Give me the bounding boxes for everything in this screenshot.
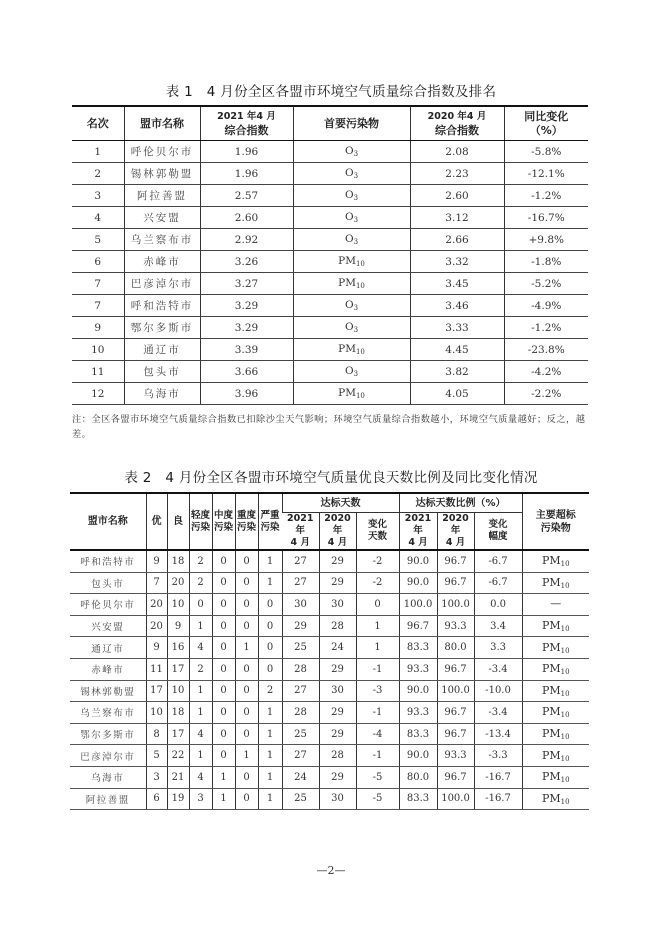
cell-city: 乌兰察布市	[124, 229, 200, 251]
cell-index-2020: 3.33	[410, 317, 504, 339]
cell-city: 鄂尔多斯市	[70, 723, 146, 745]
cell-ratio-2020: 100.0	[437, 680, 474, 702]
cell-pollutant: $PM_{10}$	[522, 788, 589, 810]
table-row	[70, 766, 589, 788]
header-good: 良	[167, 493, 189, 550]
table-row	[70, 723, 589, 745]
cell-ratio-change: -6.7	[474, 572, 522, 594]
cell-days-2021: 25	[282, 788, 319, 810]
cell-days-change: -3	[356, 680, 399, 702]
cell-days-2021: 27	[282, 745, 319, 767]
cell-light: 3	[189, 788, 212, 810]
cell-city: 鄂尔多斯市	[124, 317, 200, 339]
header-moderate-pollution: 中度 污染	[212, 493, 235, 550]
cell-severe: 1	[258, 550, 282, 572]
cell-ratio-change: -10.0	[474, 680, 522, 702]
cell-pollutant: $PM_{10}$	[522, 702, 589, 724]
table-row	[70, 658, 589, 680]
cell-days-2020: 29	[319, 723, 356, 745]
cell-days-change: 0	[356, 594, 399, 616]
cell-pollutant: $O_3$	[293, 185, 410, 207]
cell-excellent: 5	[146, 745, 167, 767]
cell-moderate: 0	[212, 615, 235, 637]
cell-change: -5.8%	[504, 141, 588, 163]
cell-pollutant: $PM_{10}$	[522, 550, 589, 572]
cell-city: 乌海市	[70, 766, 146, 788]
cell-ratio-change: 0.0	[474, 594, 522, 616]
table-row	[72, 251, 588, 273]
cell-days-2021: 30	[282, 594, 319, 616]
cell-severe: 1	[258, 702, 282, 724]
cell-ratio-change: -3.4	[474, 702, 522, 724]
cell-good: 16	[167, 637, 189, 659]
cell-days-2020: 30	[319, 680, 356, 702]
cell-ratio-change: -13.4	[474, 723, 522, 745]
cell-ratio-2020: 93.3	[437, 615, 474, 637]
page-number: —2—	[316, 864, 346, 877]
header-days-change: 变化 天数	[356, 513, 399, 551]
cell-city: 赤峰市	[70, 658, 146, 680]
cell-change: -23.8%	[504, 339, 588, 361]
cell-change: -1.2%	[504, 317, 588, 339]
cell-excellent: 8	[146, 723, 167, 745]
table-row	[72, 163, 588, 185]
cell-days-2020: 29	[319, 572, 356, 594]
cell-good: 9	[167, 615, 189, 637]
table2-header-row-1	[70, 493, 589, 513]
cell-city: 兴安盟	[124, 207, 200, 229]
cell-days-2021: 28	[282, 702, 319, 724]
cell-ratio-2020: 96.7	[437, 658, 474, 680]
cell-city: 呼和浩特市	[70, 550, 146, 572]
header-main-pollutant: 主要超标 污染物	[522, 493, 589, 550]
cell-change: -16.7%	[504, 207, 588, 229]
header-severe-pollution: 严重 污染	[258, 493, 282, 550]
cell-rank: 10	[72, 339, 124, 361]
cell-excellent: 11	[146, 658, 167, 680]
cell-heavy: 0	[235, 680, 258, 702]
cell-days-2021: 27	[282, 572, 319, 594]
table-row	[72, 339, 588, 361]
cell-moderate: 0	[212, 723, 235, 745]
cell-ratio-2021: 80.0	[399, 766, 437, 788]
cell-change: +9.8%	[504, 229, 588, 251]
cell-rank: 9	[72, 317, 124, 339]
cell-days-2021: 24	[282, 766, 319, 788]
table-row	[70, 745, 589, 767]
cell-ratio-2021: 93.3	[399, 702, 437, 724]
cell-pollutant: $PM_{10}$	[293, 251, 410, 273]
cell-rank: 12	[72, 383, 124, 405]
cell-heavy: 0	[235, 572, 258, 594]
cell-city: 阿拉善盟	[70, 788, 146, 810]
table-row	[70, 550, 589, 572]
cell-index-2020: 3.82	[410, 361, 504, 383]
table-row	[72, 295, 588, 317]
cell-pollutant: $PM_{10}$	[522, 723, 589, 745]
table-row	[70, 572, 589, 594]
cell-days-change: -1	[356, 745, 399, 767]
cell-pollutant: $O_3$	[293, 207, 410, 229]
cell-ratio-2020: 96.7	[437, 766, 474, 788]
table-row	[72, 383, 588, 405]
cell-pollutant: $O_3$	[293, 163, 410, 185]
cell-ratio-2021: 96.7	[399, 615, 437, 637]
cell-days-change: 1	[356, 615, 399, 637]
cell-ratio-change: -6.7	[474, 550, 522, 572]
cell-rank: 6	[72, 251, 124, 273]
cell-ratio-change: -16.7	[474, 766, 522, 788]
cell-index-2020: 4.05	[410, 383, 504, 405]
cell-index-2020: 2.08	[410, 141, 504, 163]
cell-heavy: 0	[235, 723, 258, 745]
cell-index-2021: 3.27	[200, 273, 293, 295]
cell-ratio-2020: 93.3	[437, 745, 474, 767]
cell-index-2021: 1.96	[200, 141, 293, 163]
cell-pollutant: $PM_{10}$	[522, 658, 589, 680]
cell-days-2021: 27	[282, 680, 319, 702]
cell-index-2020: 2.66	[410, 229, 504, 251]
cell-heavy: 0	[235, 788, 258, 810]
cell-city: 包头市	[124, 361, 200, 383]
table-row	[72, 207, 588, 229]
cell-excellent: 7	[146, 572, 167, 594]
cell-moderate: 0	[212, 550, 235, 572]
cell-days-2021: 25	[282, 637, 319, 659]
cell-excellent: 6	[146, 788, 167, 810]
cell-ratio-change: -3.4	[474, 658, 522, 680]
cell-days-2020: 29	[319, 702, 356, 724]
cell-light: 2	[189, 572, 212, 594]
cell-index-2020: 3.32	[410, 251, 504, 273]
cell-light: 4	[189, 723, 212, 745]
cell-city: 呼伦贝尔市	[70, 594, 146, 616]
cell-city: 乌兰察布市	[70, 702, 146, 724]
cell-moderate: 0	[212, 702, 235, 724]
table1-air-quality-index	[72, 105, 588, 405]
cell-index-2021: 2.60	[200, 207, 293, 229]
cell-ratio-2020: 96.7	[437, 572, 474, 594]
cell-days-change: -5	[356, 788, 399, 810]
cell-rank: 1	[72, 141, 124, 163]
cell-pollutant: $PM_{10}$	[522, 766, 589, 788]
cell-change: -12.1%	[504, 163, 588, 185]
cell-pollutant: $PM_{10}$	[522, 637, 589, 659]
cell-index-2021: 2.57	[200, 185, 293, 207]
cell-light: 1	[189, 745, 212, 767]
cell-pollutant: $PM_{10}$	[293, 339, 410, 361]
cell-change: -2.2%	[504, 383, 588, 405]
cell-heavy: 0	[235, 658, 258, 680]
cell-days-2020: 29	[319, 658, 356, 680]
cell-pollutant: $PM_{10}$	[293, 383, 410, 405]
cell-days-change: 1	[356, 637, 399, 659]
header-ratio-2021: 2021 年 4 月	[399, 513, 437, 551]
cell-rank: 7	[72, 295, 124, 317]
header-light-pollution: 轻度 污染	[189, 493, 212, 550]
cell-heavy: 1	[235, 745, 258, 767]
cell-excellent: 17	[146, 680, 167, 702]
cell-ratio-2021: 90.0	[399, 550, 437, 572]
cell-index-2021: 2.92	[200, 229, 293, 251]
header-index-2021: 2021 年4 月 综合指数	[200, 106, 293, 141]
cell-index-2020: 3.12	[410, 207, 504, 229]
cell-light: 1	[189, 702, 212, 724]
cell-heavy: 1	[235, 637, 258, 659]
cell-light: 1	[189, 680, 212, 702]
cell-severe: 1	[258, 745, 282, 767]
table-row	[70, 615, 589, 637]
cell-city: 通辽市	[124, 339, 200, 361]
cell-city: 巴彦淖尔市	[70, 745, 146, 767]
cell-city: 乌海市	[124, 383, 200, 405]
header-days-group: 达标天数	[282, 493, 399, 513]
table-row	[70, 637, 589, 659]
table2-title: 表 2 4 月份全区各盟市环境空气质量优良天数比例及同比变化情况	[124, 470, 538, 486]
header-heavy-pollution: 重度 污染	[235, 493, 258, 550]
cell-change: -4.9%	[504, 295, 588, 317]
cell-rank: 7	[72, 273, 124, 295]
cell-moderate: 1	[212, 766, 235, 788]
cell-heavy: 0	[235, 550, 258, 572]
cell-ratio-change: -16.7	[474, 788, 522, 810]
cell-rank: 5	[72, 229, 124, 251]
cell-days-change: -2	[356, 550, 399, 572]
cell-excellent: 9	[146, 550, 167, 572]
cell-excellent: 9	[146, 637, 167, 659]
cell-days-change: -4	[356, 723, 399, 745]
header-ratio-group: 达标天数比例（%）	[399, 493, 522, 513]
cell-city: 锡林郭勒盟	[70, 680, 146, 702]
cell-city: 呼和浩特市	[124, 295, 200, 317]
cell-moderate: 0	[212, 594, 235, 616]
table-row	[70, 594, 589, 616]
table-row	[72, 185, 588, 207]
header-rank: 名次	[72, 106, 124, 141]
cell-heavy: 0	[235, 615, 258, 637]
cell-days-2020: 28	[319, 615, 356, 637]
header-days-2021: 2021 年 4 月	[282, 513, 319, 551]
cell-ratio-2021: 83.3	[399, 788, 437, 810]
cell-excellent: 20	[146, 615, 167, 637]
cell-city: 包头市	[70, 572, 146, 594]
cell-change: -1.8%	[504, 251, 588, 273]
cell-severe: 1	[258, 572, 282, 594]
table-row	[72, 317, 588, 339]
cell-days-2020: 30	[319, 788, 356, 810]
cell-days-2020: 24	[319, 637, 356, 659]
cell-pollutant: $O_3$	[293, 141, 410, 163]
cell-severe: 1	[258, 766, 282, 788]
cell-days-change: -5	[356, 766, 399, 788]
cell-days-2020: 30	[319, 594, 356, 616]
cell-index-2021: 3.29	[200, 317, 293, 339]
cell-ratio-2020: 96.7	[437, 723, 474, 745]
header-change: 同比变化 （%）	[504, 106, 588, 141]
cell-pollutant: $PM_{10}$	[522, 745, 589, 767]
cell-severe: 2	[258, 680, 282, 702]
cell-excellent: 3	[146, 766, 167, 788]
cell-index-2020: 2.60	[410, 185, 504, 207]
cell-days-2021: 28	[282, 658, 319, 680]
cell-moderate: 0	[212, 572, 235, 594]
header-city: 盟市名称	[124, 106, 200, 141]
cell-index-2020: 3.45	[410, 273, 504, 295]
cell-days-2020: 29	[319, 766, 356, 788]
cell-good: 17	[167, 658, 189, 680]
cell-rank: 3	[72, 185, 124, 207]
cell-ratio-2021: 83.3	[399, 723, 437, 745]
cell-ratio-2020: 80.0	[437, 637, 474, 659]
cell-pollutant: $O_3$	[293, 317, 410, 339]
header-excellent: 优	[146, 493, 167, 550]
table1-title: 表 1 4 月份全区各盟市环境空气质量综合指数及排名	[165, 84, 497, 100]
cell-good: 20	[167, 572, 189, 594]
cell-days-change: -2	[356, 572, 399, 594]
table-row	[72, 229, 588, 251]
cell-index-2021: 3.26	[200, 251, 293, 273]
cell-change: -4.2%	[504, 361, 588, 383]
cell-days-2021: 27	[282, 550, 319, 572]
cell-city: 呼伦贝尔市	[124, 141, 200, 163]
cell-good: 19	[167, 788, 189, 810]
cell-severe: 1	[258, 788, 282, 810]
cell-light: 2	[189, 550, 212, 572]
cell-good: 21	[167, 766, 189, 788]
cell-ratio-2021: 90.0	[399, 745, 437, 767]
cell-days-change: -1	[356, 658, 399, 680]
cell-heavy: 0	[235, 766, 258, 788]
cell-rank: 11	[72, 361, 124, 383]
header-ratio-change: 变化 幅度	[474, 513, 522, 551]
cell-index-2021: 3.39	[200, 339, 293, 361]
cell-ratio-change: -3.3	[474, 745, 522, 767]
cell-good: 10	[167, 594, 189, 616]
cell-good: 17	[167, 723, 189, 745]
cell-excellent: 20	[146, 594, 167, 616]
cell-light: 4	[189, 637, 212, 659]
cell-severe: 0	[258, 594, 282, 616]
cell-ratio-2021: 93.3	[399, 658, 437, 680]
cell-index-2021: 1.96	[200, 163, 293, 185]
cell-index-2020: 2.23	[410, 163, 504, 185]
table1-header-row	[72, 106, 588, 141]
cell-severe: 0	[258, 637, 282, 659]
cell-days-2020: 29	[319, 550, 356, 572]
table2-good-days-ratio	[70, 492, 589, 810]
cell-index-2020: 3.46	[410, 295, 504, 317]
header-ratio-2020: 2020 年 4 月	[437, 513, 474, 551]
cell-ratio-2021: 90.0	[399, 680, 437, 702]
cell-ratio-2020: 96.7	[437, 550, 474, 572]
cell-light: 2	[189, 658, 212, 680]
cell-light: 0	[189, 594, 212, 616]
cell-city: 阿拉善盟	[124, 185, 200, 207]
cell-index-2021: 3.96	[200, 383, 293, 405]
cell-ratio-2020: 96.7	[437, 702, 474, 724]
cell-city: 兴安盟	[70, 615, 146, 637]
cell-moderate: 0	[212, 745, 235, 767]
table-row	[70, 680, 589, 702]
cell-rank: 2	[72, 163, 124, 185]
cell-ratio-2021: 90.0	[399, 572, 437, 594]
cell-severe: 0	[258, 658, 282, 680]
cell-good: 22	[167, 745, 189, 767]
cell-pollutant: $PM_{10}$	[522, 615, 589, 637]
header-city: 盟市名称	[70, 493, 146, 550]
cell-good: 18	[167, 702, 189, 724]
cell-heavy: 0	[235, 702, 258, 724]
cell-good: 10	[167, 680, 189, 702]
cell-ratio-2021: 100.0	[399, 594, 437, 616]
cell-city: 通辽市	[70, 637, 146, 659]
table-row	[72, 273, 588, 295]
cell-ratio-2020: 100.0	[437, 594, 474, 616]
table1-note: 注：全区各盟市环境空气质量综合指数已扣除沙尘天气影响；环境空气质量综合指数越小，环境空气质量越好；反之，越差。	[72, 414, 586, 440]
cell-rank: 4	[72, 207, 124, 229]
cell-pollutant: $PM_{10}$	[522, 572, 589, 594]
cell-light: 1	[189, 615, 212, 637]
cell-days-change: -1	[356, 702, 399, 724]
cell-ratio-change: 3.4	[474, 615, 522, 637]
cell-city: 赤峰市	[124, 251, 200, 273]
cell-index-2020: 4.45	[410, 339, 504, 361]
header-days-2020: 2020 年 4 月	[319, 513, 356, 551]
cell-heavy: 0	[235, 594, 258, 616]
cell-excellent: 10	[146, 702, 167, 724]
cell-pollutant: $PM_{10}$	[293, 273, 410, 295]
cell-good: 18	[167, 550, 189, 572]
cell-city: 锡林郭勒盟	[124, 163, 200, 185]
cell-index-2021: 3.66	[200, 361, 293, 383]
cell-severe: 0	[258, 615, 282, 637]
table-row	[70, 702, 589, 724]
cell-change: -1.2%	[504, 185, 588, 207]
table-row	[72, 141, 588, 163]
cell-pollutant: $O_3$	[293, 229, 410, 251]
header-index-2020: 2020 年4 月 综合指数	[410, 106, 504, 141]
table-row	[72, 361, 588, 383]
cell-days-2021: 25	[282, 723, 319, 745]
cell-moderate: 0	[212, 637, 235, 659]
cell-pollutant: $O_3$	[293, 361, 410, 383]
cell-index-2021: 3.29	[200, 295, 293, 317]
header-pollutant: 首要污染物	[293, 106, 410, 141]
cell-days-2021: 29	[282, 615, 319, 637]
table-row	[70, 788, 589, 810]
cell-pollutant: $PM_{10}$	[522, 680, 589, 702]
cell-change: -5.2%	[504, 273, 588, 295]
cell-pollutant: $O_3$	[293, 295, 410, 317]
cell-severe: 1	[258, 723, 282, 745]
cell-days-2020: 28	[319, 745, 356, 767]
cell-pollutant: —	[522, 594, 589, 616]
cell-ratio-2021: 83.3	[399, 637, 437, 659]
cell-moderate: 0	[212, 680, 235, 702]
cell-light: 4	[189, 766, 212, 788]
cell-ratio-change: 3.3	[474, 637, 522, 659]
cell-moderate: 1	[212, 788, 235, 810]
cell-moderate: 0	[212, 658, 235, 680]
cell-ratio-2020: 100.0	[437, 788, 474, 810]
cell-city: 巴彦淖尔市	[124, 273, 200, 295]
